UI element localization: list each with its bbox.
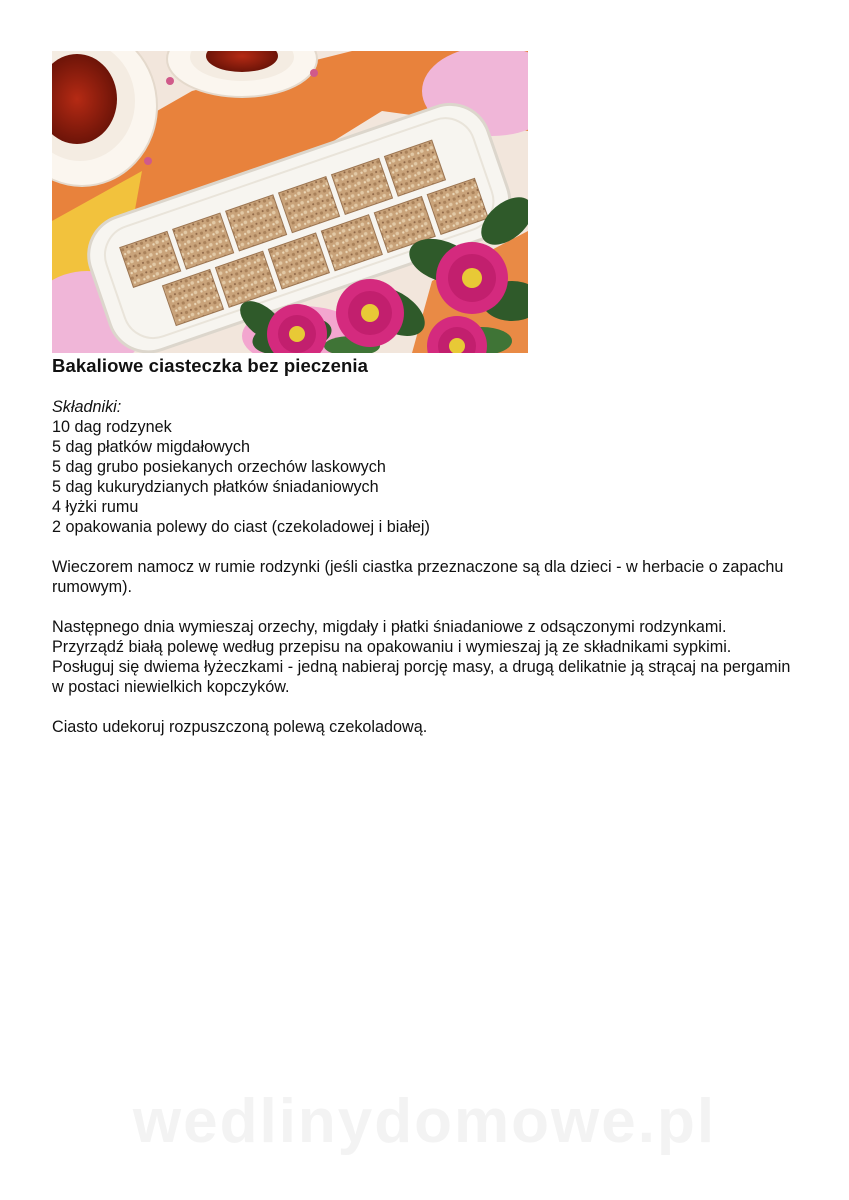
ingredient-item: 5 dag płatków migdałowych (52, 438, 250, 456)
instruction-paragraph: Wieczorem namocz w rumie rodzynki (jeśli ciastka przeznaczone są dla dzieci - w herbacie o zapachu rumowym). (52, 558, 784, 596)
recipe-title: Bakaliowe ciasteczka bez pieczenia (52, 355, 369, 376)
recipe-photo (52, 51, 528, 353)
ingredient-item: 5 dag grubo posiekanych orzechów laskowych (52, 458, 386, 476)
watermark: wedlinydomowe.pl (132, 1087, 717, 1156)
ingredients-heading: Składniki: (52, 398, 122, 416)
ingredient-item: 2 opakowania polewy do ciast (czekoladowej i białej) (52, 518, 430, 536)
ingredient-item: 4 łyżki rumu (52, 498, 139, 516)
instruction-paragraph: Następnego dnia wymieszaj orzechy, migdały i płatki śniadaniowe z odsączonymi rodzynkami. Przyrządź białą polewę według przepisu na opakowaniu i wymieszaj ją ze składnikami sypkimi. Posługuj się dwiema łyżeczkami - jedną nabieraj porcję masy, a drugą delikatnie ją strącaj na pergamin w postaci niewielkich kopczyków. (52, 618, 791, 696)
recipe-body (52, 397, 792, 737)
instruction-paragraph: Ciasto udekoruj rozpuszczoną polewą czekoladową. (52, 718, 428, 736)
ingredient-item: 10 dag rodzynek (52, 418, 172, 436)
ingredient-item: 5 dag kukurydzianych płatków śniadaniowych (52, 478, 379, 496)
